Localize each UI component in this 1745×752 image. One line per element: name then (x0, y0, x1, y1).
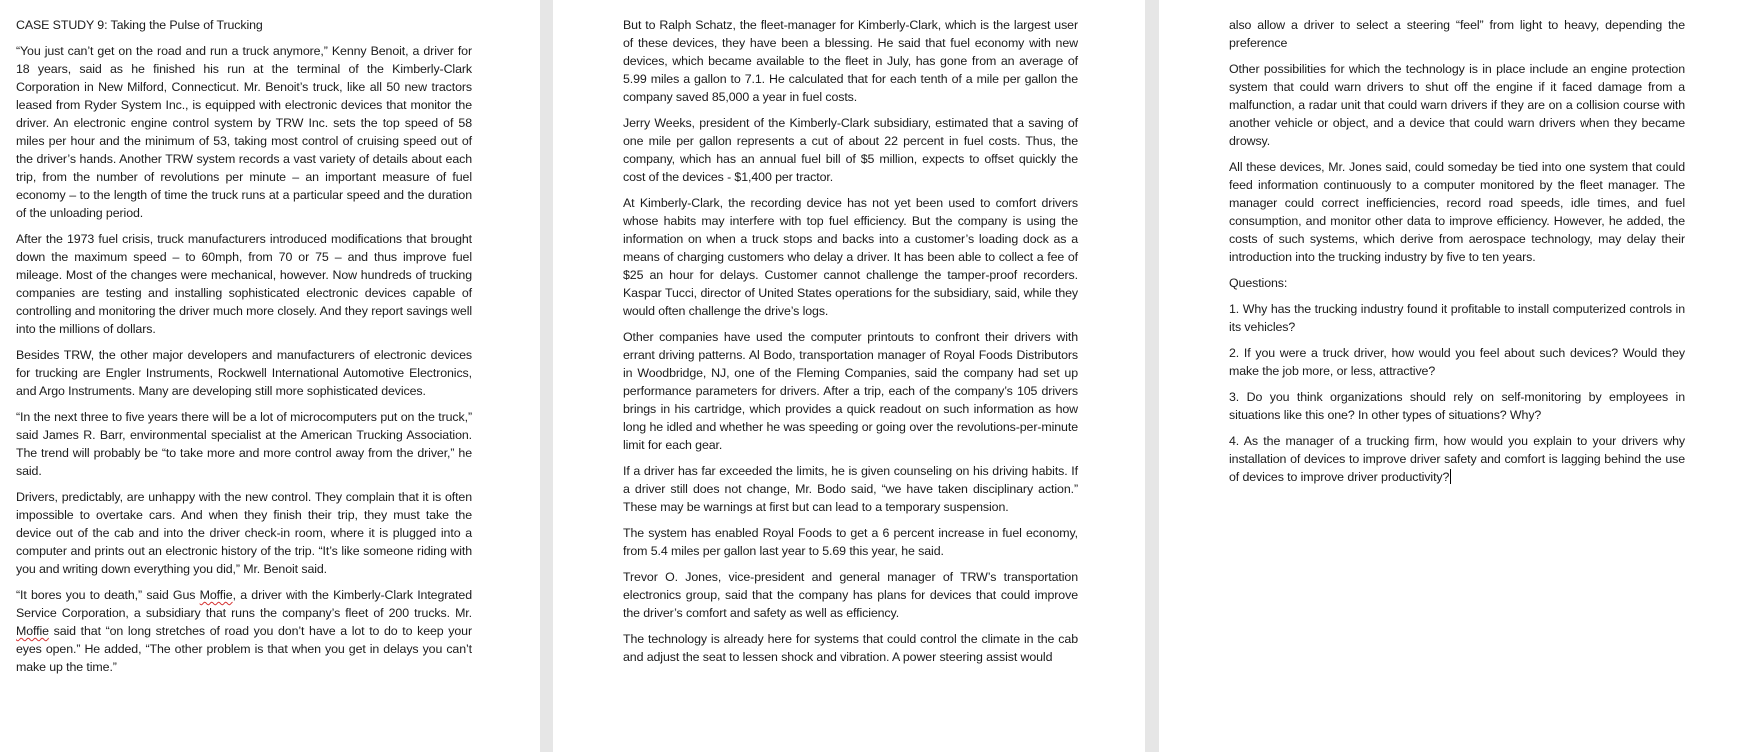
document-page-2[interactable] (553, 0, 1145, 752)
case-study-title: CASE STUDY 9: Taking the Pulse of Trucking (16, 18, 263, 32)
paragraph: Drivers, predictably, are unhappy with the new control. They complain that it is often impossible to overtake cars. And when they finish their trip, they must take the device out of the cab and into the driver check-in room, where it is plugged into a computer and prints out an electronic history of the trip. “It’s like someone riding with you and writing down everything you did,” Mr. Benoit said. (16, 490, 472, 576)
questions-heading: Questions: (1229, 276, 1288, 290)
question-item: 3. Do you think organizations should rely on self-monitoring by employees in situations like this one? In other types of situations? Why? (1229, 390, 1685, 422)
paragraph: The technology is already here for systems that could control the climate in the cab and adjust the seat to lessen shock and vibration. A power steering assist would (623, 632, 1078, 664)
paragraph: “In the next three to five years there will be a lot of microcomputers put on the truck,” said James R. Barr, environmental specialist at the American Trucking Association. The trend will probably be “to take more and more control away from the driver,” he said. (16, 410, 472, 478)
paragraph: But to Ralph Schatz, the fleet-manager for Kimberly-Clark, which is the largest user of these devices, they have been a blessing. He said that fuel economy with new devices, which became available to the fleet in July, has gone from an average of 5.99 miles a gallon to 7.1. He calculated that for each tenth of a mile per gallon the company saved 85,000 a year in fuel costs. (623, 18, 1078, 104)
page-1-text-column[interactable] (16, 16, 472, 684)
question-item-with-caret: 4. As the manager of a trucking firm, how would you explain to your drivers why installation of devices to improve driver safety and comfort is lagging behind the use of devices to improve driver productivity? (1229, 434, 1685, 484)
document-page-3[interactable] (1159, 0, 1745, 752)
document-page-1[interactable] (0, 0, 540, 752)
paragraph-with-spelling-marks: “It bores you to death,” said Gus Moffie, a driver with the Kimberly-Clark Integrated Service Corporation, a subsidiary that runs the company’s fleet of 200 trucks. Mr. Moffie said that “on long stretches of road you don’t have a lot to do to keep your eyes open.” He added, “The other problem is that when you get in delays you can’t make up the time.” (16, 588, 472, 674)
paragraph: “You just can’t get on the road and run a truck anymore,” Kenny Benoit, a driver for 18 years, said as he finished his run at the terminal of the Kimberly-Clark Corporation in New Milford, Connecticut. Mr. Benoit’s truck, like all 50 new tractors leased from Ryder System Inc., is equipped with electronic devices that monitor the driver. An electronic engine control system by TRW Inc. sets the top speed of 58 miles per hour and the minimum of 53, taking most control of cruising speed out of the driver’s hands. Another TRW system records a vast variety of details about each trip, from the number of revolutions per minute – an important measure of fuel economy – to the length of time the truck runs at a particular speed and the duration of the unloading period. (16, 44, 472, 220)
paragraph: Other possibilities for which the technology is in place include an engine protection system that could warn drivers to shut off the engine if it faced damage from a malfunction, a radar unit that could warn drivers if they are on a collision course with another vehicle or object, and a device that could warn drivers when they became drowsy. (1229, 62, 1685, 148)
paragraph: At Kimberly-Clark, the recording device has not yet been used to comfort drivers whose habits may interfere with top fuel efficiency. But the company is using the information on when a truck stops and backs into a customer’s loading dock as a means of charging customers who delay a driver. It has been able to collect a fee of $25 an hour for delays. Customer cannot challenge the tamper-proof recorders. Kaspar Tucci, director of United States operations for the subsidiary, said, while they would often challenge the drive’s logs. (623, 196, 1078, 318)
question-item: 1. Why has the trucking industry found it profitable to install computerized controls in its vehicles? (1229, 302, 1685, 334)
page-2-text-column[interactable] (623, 16, 1078, 674)
spelling-flag[interactable]: Moffie (16, 624, 49, 638)
paragraph: Besides TRW, the other major developers and manufacturers of electronic devices for trucking are Engler Instruments, Rockwell International Automotive Electronics, and Argo Instruments. Many are developing still more sophisticated devices. (16, 348, 472, 398)
page-3-text-column[interactable] (1229, 16, 1685, 494)
paragraph: All these devices, Mr. Jones said, could someday be tied into one system that could feed information continuously to a computer monitored by the fleet manager. The manager could correct inefficiencies, record road speeds, idle times, and fuel consumption, and monitor other data to improve efficiency. However, he added, the costs of such systems, which derive from aerospace technology, may delay their introduction into the trucking industry by five to ten years. (1229, 160, 1685, 264)
paragraph: The system has enabled Royal Foods to get a 6 percent increase in fuel economy, from 5.4 miles per gallon last year to 5.69 this year, he said. (623, 526, 1078, 558)
paragraph: also allow a driver to select a steering “feel” from light to heavy, depending the preference (1229, 18, 1685, 50)
paragraph: After the 1973 fuel crisis, truck manufacturers introduced modifications that brought down the maximum speed – to 60mph, from 70 or 75 – and thus improve fuel mileage. Most of the changes were mechanical, however. Now hundreds of trucking companies are testing and installing sophisticated electronic devices capable of controlling and monitoring the driver much more closely. And they report savings well into the millions of dollars. (16, 232, 472, 336)
question-item: 2. If you were a truck driver, how would you feel about such devices? Would they make the job more, or less, attractive? (1229, 346, 1685, 378)
paragraph: Jerry Weeks, president of the Kimberly-Clark subsidiary, estimated that a saving of one mile per gallon represents a cut of about 22 percent in fuel costs. Thus, the company, which has an annual fuel bill of $5 million, expects to offset quickly the cost of the devices - $1,400 per tractor. (623, 116, 1078, 184)
paragraph: Other companies have used the computer printouts to confront their drivers with errant driving patterns. Al Bodo, transportation manager of Royal Foods Distributors in Woodbridge, NJ, one of the Fleming Companies, said the company had set up performance parameters for drivers. After a trip, each of the company’s 105 drivers brings in his cartridge, which provides a quick readout on such information as how long he idled and whether he was speeding or going over the revolutions-per-minute limit for each gear. (623, 330, 1078, 452)
paragraph: If a driver has far exceeded the limits, he is given counseling on his driving habits. If a driver still does not change, Mr. Bodo said, “we have taken disciplinary action.” These may be warnings at first but can lead to a temporary suspension. (623, 464, 1078, 514)
text-cursor (1450, 469, 1451, 484)
paragraph: Trevor O. Jones, vice-president and general manager of TRW’s transportation electronics group, said that the company has plans for devices that could improve the driver’s comfort and safety as well as efficiency. (623, 570, 1078, 620)
spelling-flag[interactable]: Moffie (199, 588, 233, 602)
